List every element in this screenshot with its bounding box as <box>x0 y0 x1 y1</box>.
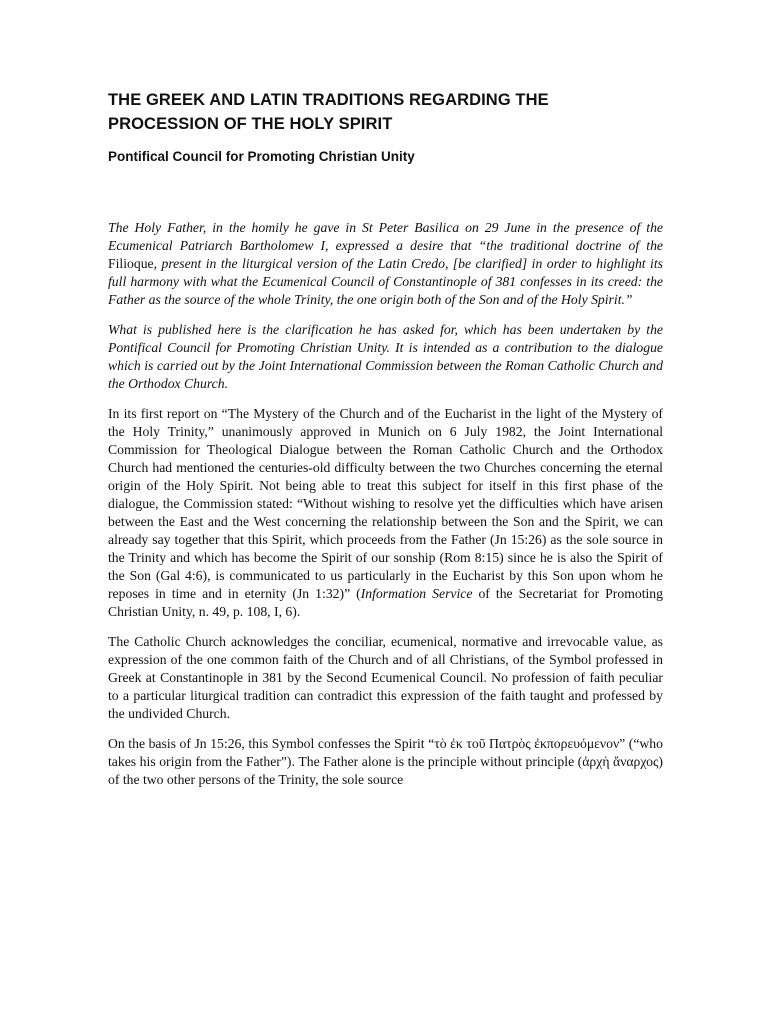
filioque-term: Filioque <box>108 256 154 271</box>
document-body <box>108 219 663 789</box>
p1-text-a: The Holy Father, in the homily he gave in St Peter Basilica on 29 June in the presence of the Ecumenical Patriarch Bartholomew I, expressed a desire that “the traditional doctrine of the <box>108 220 663 253</box>
publication-title: Information Service <box>360 586 473 601</box>
body-paragraph-4: The Catholic Church acknowledges the conciliar, ecumenical, normative and irrevocable value, as expression of the one common faith of the Church and of all Christians, of the Symbol professed in Greek at Constantinople in 381 by the Second Ecumenical Council. No profession of faith peculiar to a particular liturgical tradition can contradict this expression of the faith taught and professed by the undivided Church. <box>108 634 663 721</box>
body-paragraph-3 <box>108 405 663 621</box>
body-paragraph-5: On the basis of Jn 15:26, this Symbol confesses the Spirit “τὸ ἐκ τοῦ Πατρὸς ἐκπορευόμενον” (“who takes his origin from the Father”). The Father alone is the principle without principle (ἀρχὴ ἄναρχος) of the two other persons of the Trinity, the sole source <box>108 736 663 787</box>
p1-text-c: , present in the liturgical version of the Latin Credo, [be clarified] in order to highlight its full harmony with what the Ecumenical Council of Constantinople of 381 confesses in its creed: the Father as the source of the whole Trinity, the one origin both of the Son and of the Holy Spirit.” <box>108 256 663 307</box>
document-title: THE GREEK AND LATIN TRADITIONS REGARDING THE PROCESSION OF THE HOLY SPIRIT <box>108 91 549 133</box>
document-subtitle: Pontifical Council for Promoting Christian Unity <box>108 149 415 164</box>
p3-text-a: In its first report on “The Mystery of the Church and of the Eucharist in the light of the Mystery of the Holy Trinity,” unanimously approved in Munich on 6 July 1982, the Joint International Commission for Theological Dialogue between the Roman Catholic Church and the Orthodox Church had mentioned the centuries-old difficulty between the two Churches concerning the eternal origin of the Holy Spirit. Not being able to treat this subject for itself in this first phase of the dialogue, the Commission stated: “Without wishing to resolve yet the difficulties which have arisen between the East and the West concerning the relationship between the Son and the Spirit, we can already say together that this Spirit, which proceeds from the Father (Jn 15:26) as the sole source in the Trinity and which has become the Spirit of our sonship (Rom 8:15) since he is also the Spirit of the Son (Gal 4:6), is communicated to us particularly in the Eucharist by this Son upon whom he reposes in time and in eternity (Jn 1:32)” ( <box>108 406 663 601</box>
intro-paragraph-1 <box>108 219 663 309</box>
intro-paragraph-2: What is published here is the clarification he has asked for, which has been undertaken by the Pontifical Council for Promoting Christian Unity. It is intended as a contribution to the dialogue which is carried out by the Joint International Commission between the Roman Catholic Church and the Orthodox Church. <box>108 322 663 391</box>
document-content <box>108 88 663 801</box>
p3-text-c: of the Secretariat for Promoting Christian Unity, n. 49, p. 108, I, 6). <box>108 586 663 619</box>
